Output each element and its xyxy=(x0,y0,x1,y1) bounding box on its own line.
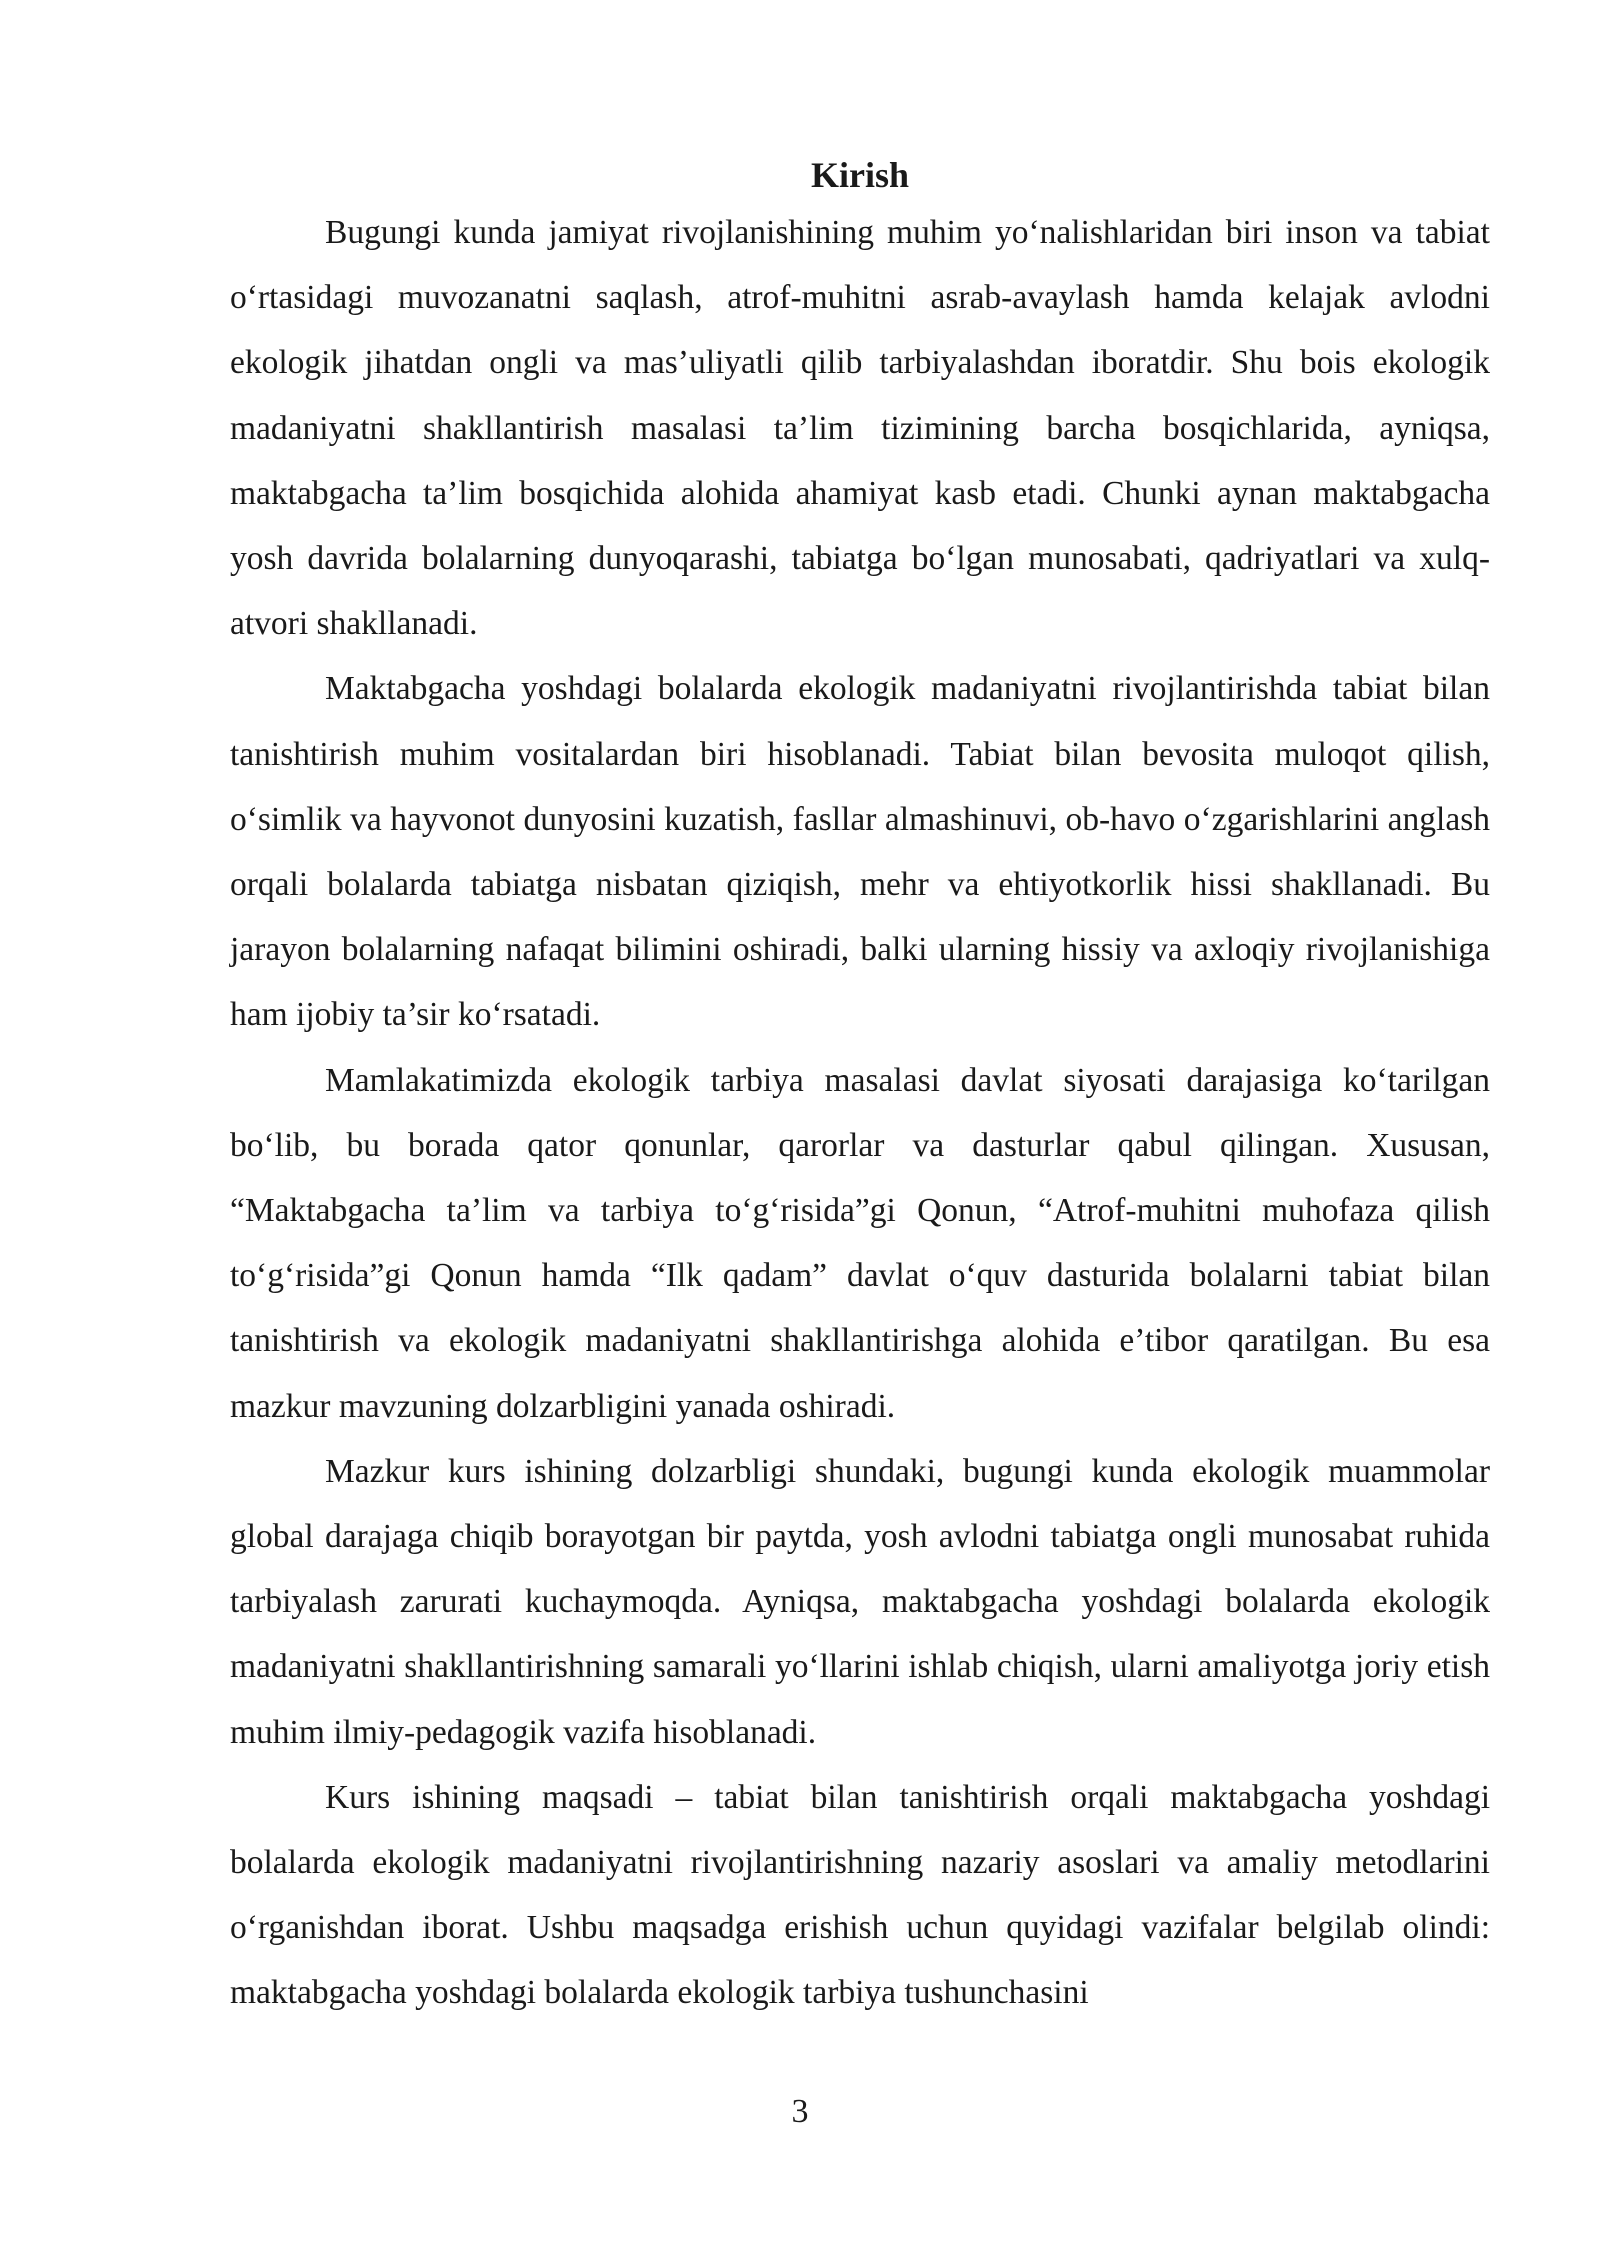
section-title: Kirish xyxy=(810,155,909,195)
paragraph-5: Kurs ishining maqsadi – tabiat bilan tanishtirish orqali maktabgacha yoshdagi bolalarda ekologik madaniyatni rivojlantirishning nazariy asoslari va amaliy metodlarini o‘rganishdan iborat. Ushbu maqsadga erishish uchun quyidagi vazifalar belgilab olindi: maktabgacha yoshdagi bolalarda ekologik tarbiya tushunchasini xyxy=(230,1778,1490,2012)
paragraph-4: Mazkur kurs ishining dolzarbligi shundaki, bugungi kunda ekologik muammolar global darajaga chiqib borayotgan bir paytda, yosh avlodni tabiatga ongli munosabat ruhida tarbiyalash zarurati kuchaymoqda. Ayniqsa, maktabgacha yoshdagi bolalarda ekologik madaniyatni shakllantirishning samarali yo‘llarini ishlab chiqish, ularni amaliyotga joriy etish muhim ilmiy-pedagogik vazifa hisoblanadi. xyxy=(230,1452,1490,1751)
page-content xyxy=(230,150,1490,2026)
paragraph-2: Maktabgacha yoshdagi bolalarda ekologik madaniyatni rivojlantirishda tabiat bilan tanishtirish muhim vositalardan biri hisoblanadi. Tabiat bilan bevosita muloqot qilish, o‘simlik va hayvonot dunyosini kuzatish, fasllar almashinuvi, ob-havo o‘zgarishlarini anglash orqali bolalarda tabiatga nisbatan qiziqish, mehr va ehtiyotkorlik hissi shakllanadi. Bu jarayon bolalarning nafaqat bilimini oshiradi, balki ularning hissiy va axloqiy rivojlanishiga ham ijobiy ta’sir ko‘rsatadi. xyxy=(230,670,1490,1034)
page-number: 3 xyxy=(791,2093,809,2130)
paragraph-3: Mamlakatimizda ekologik tarbiya masalasi davlat siyosati darajasiga ko‘tarilgan bo‘lib, bu borada qator qonunlar, qarorlar va dasturlar qabul qilingan. Xususan, “Maktabgacha ta’lim va tarbiya to‘g‘risida”gi Qonun, “Atrof-muhitni muhofaza qilish to‘g‘risida”gi Qonun hamda “Ilk qadam” davlat o‘quv dasturida bolalarni tabiat bilan tanishtirish va ekologik madaniyatni shakllantirishga alohida e’tibor qaratilgan. Bu esa mazkur mavzuning dolzarbligini yanada oshiradi. xyxy=(230,1061,1490,1425)
paragraph-1: Bugungi kunda jamiyat rivojlanishining muhim yo‘nalishlaridan biri inson va tabiat o‘rtasidagi muvozanatni saqlash, atrof-muhitni asrab-avaylash hamda kelajak avlodni ekologik jihatdan ongli va mas’uliyatli qilib tarbiyalashdan iboratdir. Shu bois ekologik madaniyatni shakllantirish masalasi ta’lim tizimining barcha bosqichlarida, ayniqsa, maktabgacha ta’lim bosqichida alohida ahamiyat kasb etadi. Chunki aynan maktabgacha yosh davrida bolalarning dunyoqarashi, tabiatga bo‘lgan munosabati, qadriyatlari va xulq-atvori shakllanadi. xyxy=(230,214,1490,643)
